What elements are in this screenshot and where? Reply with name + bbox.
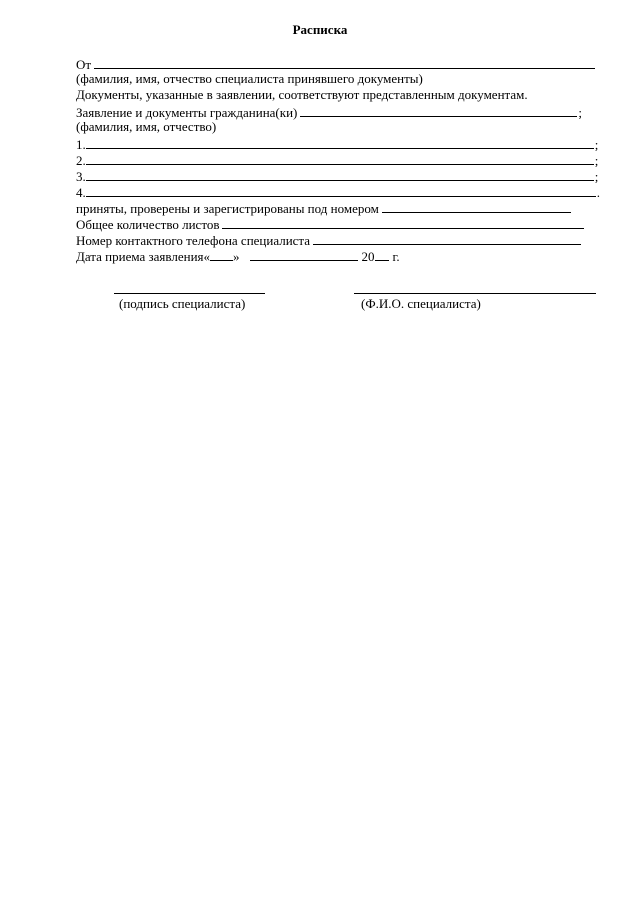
item-blank-line[interactable] [86,183,596,197]
item-end: . [596,185,600,200]
date-year-suffix: г. [392,249,400,264]
list-item [76,135,598,151]
item-end: ; [594,153,599,168]
signature-blank-line[interactable] [114,293,265,294]
date-month-blank-line[interactable] [250,247,358,261]
item-blank-line[interactable] [86,167,594,181]
signature-row [0,285,640,315]
registered-label: приняты, проверены и зарегистрированы под номером [76,201,379,216]
fio-label: (Ф.И.О. специалиста) [361,296,481,311]
sheets-row [76,215,584,231]
item-number: 1. [76,137,86,152]
from-hint: (фамилия, имя, отчество специалиста принявшего документы) [76,71,423,86]
registration-number-blank-line[interactable] [382,199,571,213]
date-year-prefix: 20 [361,249,375,264]
registered-row [76,199,571,215]
docs-statement: Документы, указанные в заявлении, соответствуют представленным документам. [76,87,528,102]
applicant-label: Заявление и документы гражданина(ки) [76,105,298,120]
from-blank-line[interactable] [94,55,595,69]
signature-label: (подпись специалиста) [119,296,246,311]
date-year-blank-line[interactable] [375,247,389,261]
date-close-quote: » [233,249,240,264]
sheets-count-blank-line[interactable] [222,215,584,229]
phone-label: Номер контактного телефона специалиста [76,233,311,248]
item-end: ; [594,137,599,152]
item-blank-line[interactable] [86,135,594,149]
item-number: 4. [76,185,86,200]
sheets-label: Общее количество листов [76,217,220,232]
list-item [76,167,598,183]
document-title: Расписка [292,22,348,37]
from-hint-row [76,71,423,87]
date-label: Дата приема заявления« [76,249,211,264]
list-item [76,183,600,199]
applicant-hint-row [76,119,216,135]
from-row [76,55,595,71]
applicant-blank-line[interactable] [300,103,577,117]
docs-statement-row [76,87,528,103]
item-blank-line[interactable] [86,151,594,165]
list-item [76,151,598,167]
item-number: 3. [76,169,86,184]
applicant-end: ; [578,105,582,120]
phone-blank-line[interactable] [313,231,581,245]
phone-row [76,231,581,247]
date-row [76,247,400,263]
item-number: 2. [76,153,86,168]
item-end: ; [594,169,599,184]
applicant-row [76,103,582,119]
applicant-hint: (фамилия, имя, отчество) [76,119,217,134]
fio-blank-line[interactable] [354,293,596,294]
from-label: От [76,57,92,72]
date-day-blank-line[interactable] [210,247,233,261]
